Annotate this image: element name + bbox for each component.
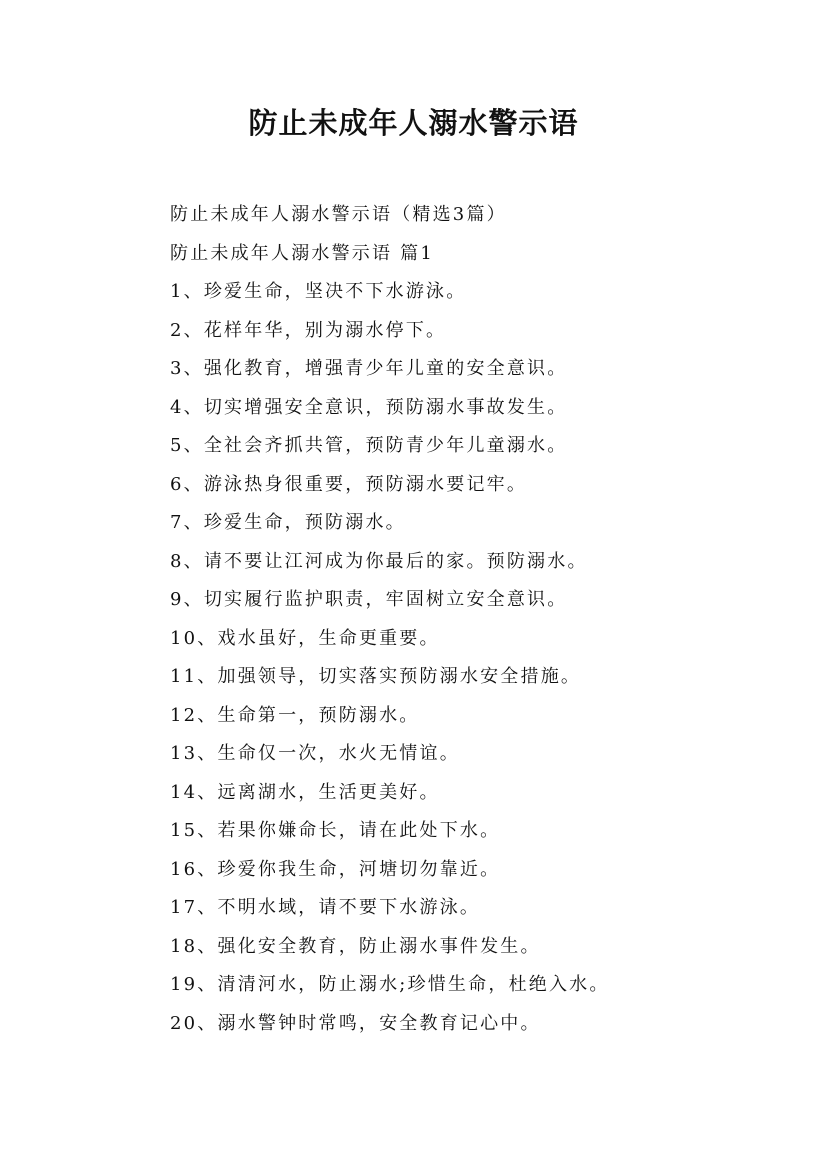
list-item: 9、切实履行监护职责，牢固树立安全意识。 [170, 589, 568, 610]
list-item: 5、全社会齐抓共管，预防青少年儿童溺水。 [170, 435, 568, 456]
list-item: 20、溺水警钟时常鸣，安全教育记心中。 [170, 1012, 541, 1034]
list-item: 3、强化教育，增强青少年儿童的安全意识。 [170, 358, 568, 379]
list-item: 18、强化安全教育，防止溺水事件发生。 [170, 935, 541, 957]
list-item: 8、请不要让江河成为你最后的家。预防溺水。 [170, 550, 588, 572]
list-item: 17、不明水域，请不要下水游泳。 [170, 897, 481, 918]
list-item: 7、珍爱生命，预防溺水。 [170, 512, 406, 533]
list-item: 16、珍爱你我生命，河塘切勿靠近。 [170, 858, 501, 880]
list-item: 1、珍爱生命，坚决不下水游泳。 [170, 281, 467, 302]
list-item: 10、戏水虽好，生命更重要。 [170, 627, 440, 649]
document-title: 防止未成年人溺水警示语 [248, 106, 579, 140]
list-item: 19、清清河水，防止溺水;珍惜生命，杜绝入水。 [170, 974, 610, 995]
list-item: 11、加强领导，切实落实预防溺水安全措施。 [170, 666, 582, 687]
list-item: 12、生命第一，预防溺水。 [170, 704, 420, 726]
document-body [170, 196, 790, 1043]
list-item: 4、切实增强安全意识，预防溺水事故发生。 [170, 396, 568, 418]
section-heading: 防止未成年人溺水警示语 篇1 [170, 242, 434, 264]
list-item: 13、生命仅一次，水火无情谊。 [170, 743, 460, 764]
document-subtitle: 防止未成年人溺水警示语（精选3篇） [170, 204, 507, 225]
list-item: 14、远离湖水，生活更美好。 [170, 781, 440, 803]
list-item: 2、花样年华，别为溺水停下。 [170, 319, 447, 341]
list-item: 6、游泳热身很重要，预防溺水要记牢。 [170, 473, 528, 495]
list-item: 15、若果你嫌命长，请在此处下水。 [170, 820, 501, 841]
